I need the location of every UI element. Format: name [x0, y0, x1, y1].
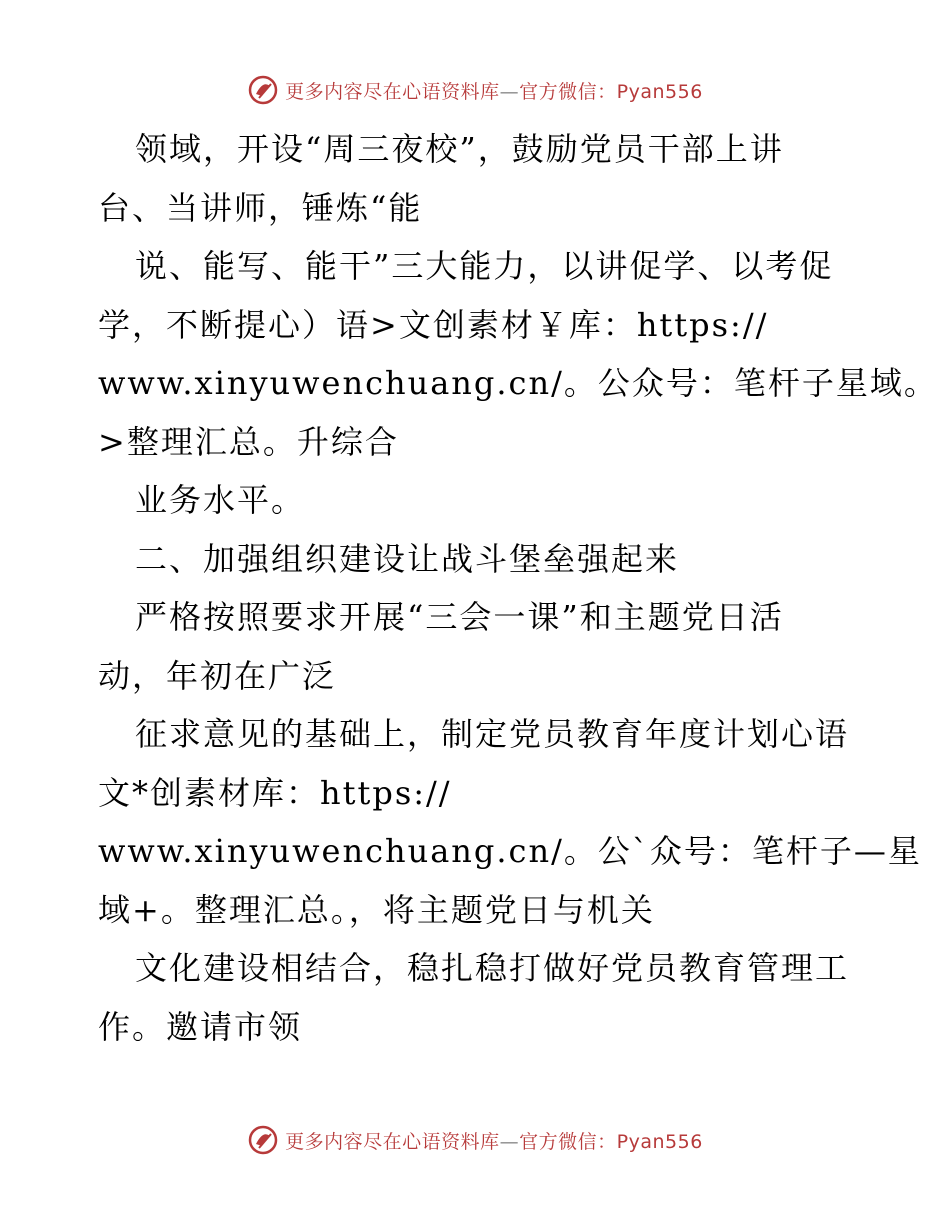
footer-banner-sep: — [499, 1130, 520, 1153]
footer-banner-inner [247, 1124, 703, 1156]
footer-banner [0, 1120, 950, 1160]
body-line: 领域，开设“周三夜校”，鼓励党员干部上讲 [135, 130, 784, 168]
header-banner-sep: — [499, 80, 520, 103]
footer-banner-wechat: 官方微信：Pyan556 [519, 1130, 703, 1153]
header-banner-text [285, 77, 703, 104]
logo-seal-icon [247, 1124, 279, 1156]
body-line: www.xinyuwenchuang.cn/。公`众号：笔杆子—星 [98, 832, 922, 870]
body-line: 严格按照要求开展“三会一课”和主题党日活 [135, 598, 784, 636]
document-body [98, 120, 938, 1056]
body-line: 作。邀请市领 [98, 1007, 303, 1046]
body-line: 说、能写、能干”三大能力，以讲促学、以考促 [135, 247, 834, 285]
header-banner-inner [247, 74, 703, 106]
header-banner [0, 70, 950, 110]
section-heading: 二、加强组织建设让战斗堡垒强起来 [135, 539, 680, 578]
header-banner-main: 更多内容尽在心语资料库 [285, 80, 500, 103]
body-line: 域+。整理汇总。，将主题党日与机关 [98, 890, 655, 929]
header-banner-wechat: 官方微信：Pyan556 [519, 80, 703, 103]
body-line: 文化建设相结合，稳扎稳打做好党员教育管理工 [135, 949, 850, 987]
logo-seal-icon [247, 74, 279, 106]
body-line: 征求意见的基础上，制定党员教育年度计划心语 [135, 715, 850, 753]
body-line: 学，不断提心）语>文创素材￥库：https:// [98, 305, 769, 344]
body-line: 业务水平。 [135, 481, 306, 519]
body-line: 动，年初在广泛 [98, 656, 337, 695]
body-line: www.xinyuwenchuang.cn/。公众号：笔杆子星域。 [98, 364, 938, 402]
footer-banner-main: 更多内容尽在心语资料库 [285, 1130, 500, 1153]
footer-banner-text [285, 1127, 703, 1154]
body-line: >整理汇总。升综合 [98, 422, 399, 461]
body-line: 文*创素材库：https:// [98, 773, 452, 812]
body-line: 台、当讲师，锤炼“能 [98, 188, 423, 227]
